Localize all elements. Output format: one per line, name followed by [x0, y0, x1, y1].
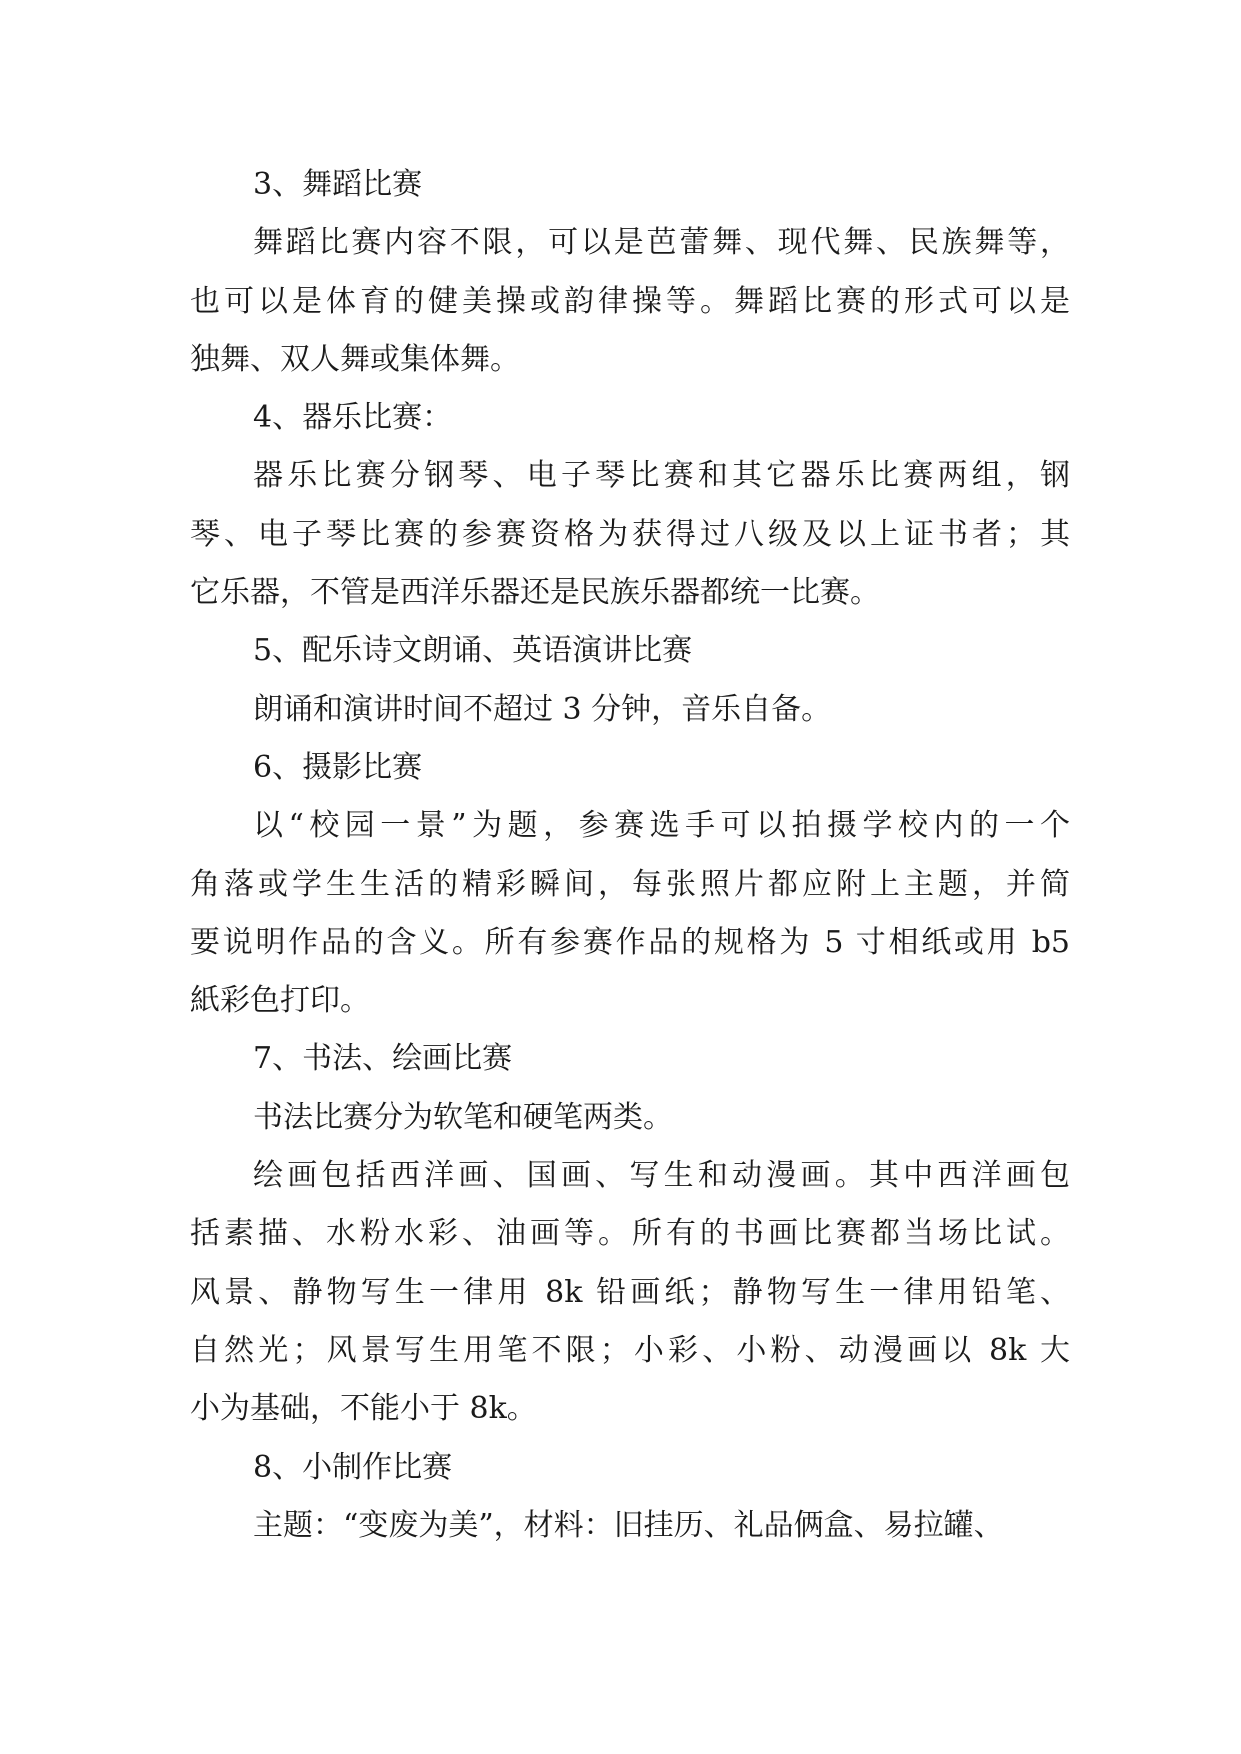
- text-line: 6、摄影比赛: [253, 749, 423, 785]
- text-line: 绘画包括西洋画、国画、写生和动漫画。其中西洋画包: [253, 1158, 1070, 1194]
- text-line: 器乐比赛分钢琴、电子琴比赛和其它器乐比赛两组，钢: [253, 458, 1070, 494]
- body-paragraph: [190, 1147, 1070, 1438]
- section-heading: [190, 156, 1070, 214]
- body-paragraph: [190, 1497, 1070, 1555]
- text-line: 7、书法、绘画比赛: [253, 1041, 513, 1077]
- body-paragraph: [190, 797, 1070, 1030]
- text-line: 书法比赛分为软笔和硬笔两类。: [253, 1099, 673, 1135]
- text-line: 要说明作品的含义。所有参赛作品的规格为 5 寸相纸或用 b5: [190, 924, 1070, 960]
- section-heading: [190, 622, 1070, 680]
- text-line: 风景、静物写生一律用 8k 铅画纸；静物写生一律用铅笔、: [190, 1274, 1070, 1310]
- body-paragraph: [190, 447, 1070, 622]
- text-line: 朗诵和演讲时间不超过 3 分钟，音乐自备。: [253, 691, 832, 727]
- body-paragraph: [190, 681, 1070, 739]
- text-line: 括素描、水粉水彩、油画等。所有的书画比赛都当场比试。: [190, 1216, 1070, 1252]
- text-line: 自然光；风景写生用笔不限；小彩、小粉、动漫画以 8k 大: [190, 1332, 1070, 1368]
- text-line: 角落或学生生活的精彩瞬间，每张照片都应附上主题，并简: [190, 866, 1070, 902]
- text-line: 琴、电子琴比赛的参赛资格为获得过八级及以上证书者；其: [190, 516, 1070, 552]
- text-line: 独舞、双人舞或集体舞。: [190, 341, 520, 377]
- section-heading: [190, 389, 1070, 447]
- text-line: 也可以是体育的健美操或韵律操等。舞蹈比赛的形式可以是: [190, 283, 1070, 319]
- section-heading: [190, 1439, 1070, 1497]
- text-line: 舞蹈比赛内容不限，可以是芭蕾舞、现代舞、民族舞等，: [253, 225, 1070, 261]
- section-heading: [190, 739, 1070, 797]
- text-line: 3、舞蹈比赛: [253, 167, 423, 202]
- text-line: 以“校园一景”为题，参赛选手可以拍摄学校内的一个: [253, 808, 1070, 844]
- text-line: 8、小制作比赛: [253, 1449, 453, 1485]
- body-paragraph: [190, 1089, 1070, 1147]
- text-line: 主题：“变废为美”，材料：旧挂历、礼品俩盒、易拉罐、: [253, 1507, 1004, 1543]
- text-line: 4、器乐比赛：: [253, 400, 453, 436]
- document-body: [190, 156, 1070, 1555]
- text-line: 小为基础，不能小于 8k。: [190, 1391, 537, 1427]
- body-paragraph: [190, 214, 1070, 389]
- text-line: 它乐器，不管是西洋乐器还是民族乐器都统一比赛。: [190, 575, 880, 611]
- section-heading: [190, 1030, 1070, 1088]
- text-line: 紙彩色打印。: [190, 983, 370, 1019]
- text-line: 5、配乐诗文朗诵、英语演讲比赛: [253, 633, 693, 669]
